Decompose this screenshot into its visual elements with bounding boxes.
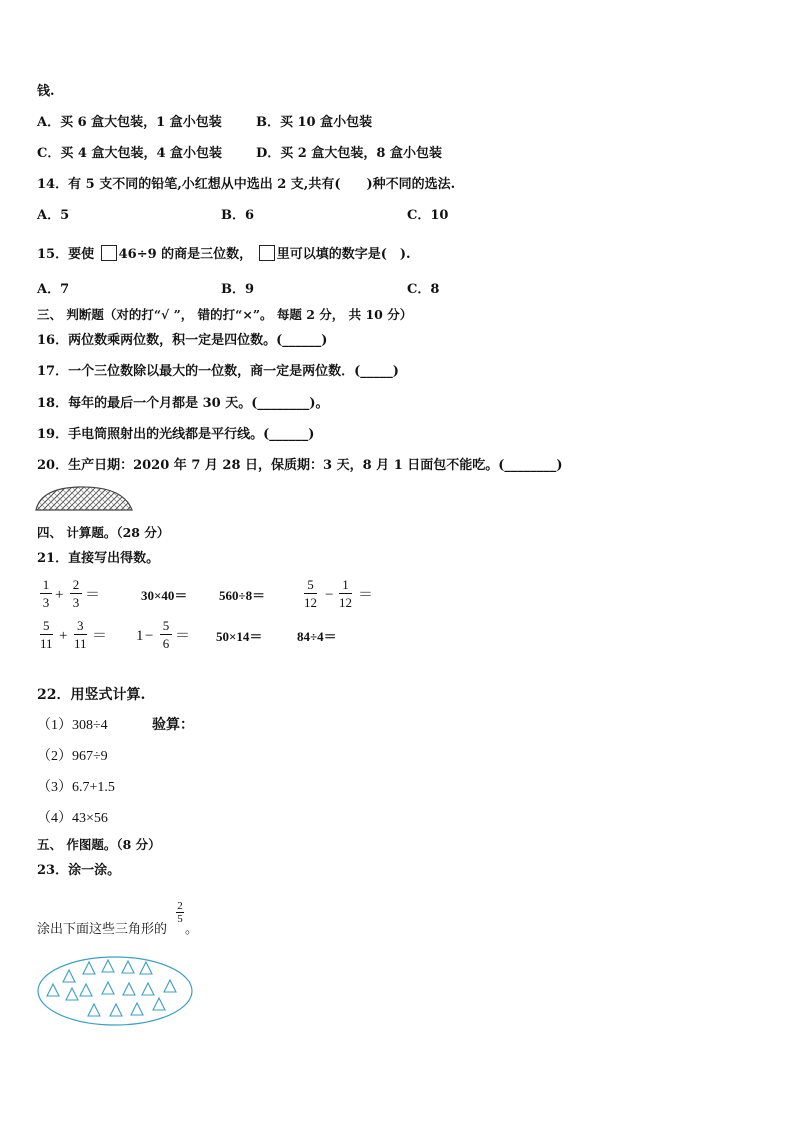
- ellipse: [38, 957, 192, 1025]
- equals-sign: ＝: [85, 587, 101, 603]
- triangle: [140, 962, 152, 974]
- denominator: 5: [177, 913, 183, 925]
- plus-sign: +: [55, 587, 64, 603]
- denominator: 12: [304, 595, 317, 610]
- calc-item: 50×14＝: [216, 629, 263, 644]
- triangle: [123, 983, 135, 995]
- numerator: 5: [43, 618, 50, 633]
- fraction: [70, 577, 82, 610]
- q15-prefix: 15．要使: [37, 247, 95, 262]
- q23-end-mark: 。: [185, 922, 199, 937]
- q21-text: 21．直接写出得数。: [37, 551, 160, 566]
- q15-text: [37, 245, 411, 264]
- top-line: 钱.: [37, 84, 55, 99]
- numerator: 5: [307, 577, 314, 592]
- triangle: [142, 983, 154, 995]
- blank-box: [101, 245, 117, 261]
- judge-17: 17．一个三位数除以最大的一位数，商一定是两位数．(_____): [37, 364, 399, 379]
- blank-box: [259, 245, 275, 261]
- minus-sign: −: [325, 587, 334, 603]
- triangle: [88, 1004, 100, 1016]
- triangle: [164, 980, 176, 992]
- q22-check-label: 验算：: [152, 718, 194, 733]
- calc-item: 84÷4＝: [297, 629, 337, 644]
- triangle: [80, 984, 92, 996]
- equals-sign: ＝: [92, 628, 108, 644]
- triangle: [153, 998, 165, 1010]
- q13-option-c: C．买 4 盒大包装，4 盒小包装: [37, 146, 223, 161]
- judge-16: 16．两位数乘两位数，积一定是四位数。(______): [37, 333, 328, 348]
- triangle: [66, 988, 78, 1000]
- bread-illustration: [33, 484, 135, 514]
- calc-item: 30×40＝: [141, 588, 188, 603]
- q14-option-b: B．6: [221, 208, 255, 223]
- equals-sign: ＝: [175, 628, 191, 644]
- fraction: [160, 618, 172, 651]
- minus-sign: −: [145, 628, 154, 644]
- triangle: [131, 1003, 143, 1015]
- q22-item-4: （4）43×56: [37, 811, 108, 826]
- q23-text: 23．涂一涂。: [37, 863, 121, 878]
- q23-instruction-text: 涂出下面这些三角形的: [37, 922, 168, 937]
- q15-suffix: 里可以填的数字是( ).: [276, 247, 411, 262]
- one: 1: [136, 628, 144, 644]
- q14-option-a: A．5: [37, 208, 70, 223]
- section-5-title: 五、 作图题。（8 分）: [37, 837, 161, 852]
- q22-item-1: （1）308÷4: [37, 718, 108, 733]
- q15-option-b: B．9: [221, 282, 255, 297]
- judge-20: 20．生产日期：2020 年 7 月 28 日，保质期：3 天，8 月 1 日面包不能吃。(________): [37, 458, 563, 473]
- triangle-ellipse-figure: [36, 954, 196, 1028]
- q14-option-c: C．10: [407, 208, 449, 223]
- fraction: [40, 618, 53, 651]
- q15-middle: 46÷9 的商是三位数，: [118, 247, 253, 262]
- judge-18: 18．每年的最后一个月都是 30 天。(________)。: [37, 396, 329, 411]
- fraction: [339, 577, 352, 610]
- denominator: 11: [74, 636, 87, 651]
- numerator: 3: [77, 618, 84, 633]
- fraction: [74, 618, 87, 651]
- q22-item-2: （2）967÷9: [37, 749, 108, 764]
- equals-sign: ＝: [358, 587, 374, 603]
- calc-item: 560÷8＝: [219, 588, 266, 603]
- numerator: 1: [42, 577, 50, 592]
- triangle: [63, 970, 75, 982]
- triangle: [102, 982, 114, 994]
- plus-sign: +: [59, 628, 68, 644]
- numerator: 1: [342, 577, 349, 592]
- q22-item-3: （3）6.7+1.5: [37, 780, 115, 795]
- judge-19: 19．手电筒照射出的光线都是平行线。(______): [37, 427, 315, 442]
- triangle: [102, 960, 114, 972]
- section-3-title: 三、 判断题（对的打“√ ”， 错的打“×”。 每题 2 分， 共 10 分）: [37, 307, 413, 322]
- denominator: 3: [72, 595, 80, 610]
- denominator: 12: [339, 595, 352, 610]
- numerator: 5: [162, 618, 170, 633]
- q13-option-b: B．买 10 盒小包装: [256, 115, 373, 130]
- q13-option-d: D．买 2 盒大包装，8 盒小包装: [256, 146, 442, 161]
- triangle: [122, 961, 134, 973]
- q13-option-a: A．买 6 盒大包装，1 盒小包装: [37, 115, 222, 130]
- fraction: [304, 577, 317, 610]
- q15-option-a: A．7: [37, 282, 70, 297]
- denominator: 11: [40, 636, 53, 651]
- denominator: 6: [162, 636, 170, 651]
- numerator: 2: [177, 900, 183, 912]
- denominator: 3: [42, 595, 50, 610]
- q23-instruction: [37, 921, 167, 939]
- q22-text: 22．用竖式计算.: [37, 687, 146, 703]
- fraction: [40, 577, 52, 610]
- q14-text: 14．有 5 支不同的铅笔,小红想从中选出 2 支,共有( )种不同的选法.: [37, 177, 456, 192]
- section-4-title: 四、 计算题。（28 分）: [37, 525, 170, 540]
- fraction: [176, 900, 184, 925]
- triangle: [83, 962, 95, 974]
- numerator: 2: [72, 577, 80, 592]
- triangle: [47, 984, 59, 996]
- q15-option-c: C．8: [407, 282, 440, 297]
- triangle: [110, 1004, 122, 1016]
